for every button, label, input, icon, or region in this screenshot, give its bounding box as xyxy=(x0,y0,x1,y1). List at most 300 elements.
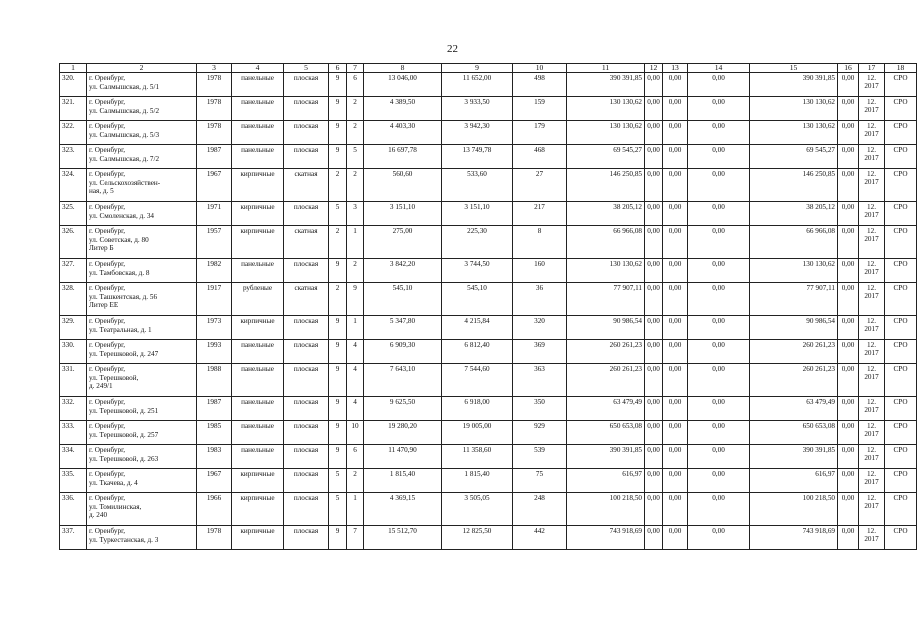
row-number: 322. xyxy=(60,121,87,145)
total-area-cell: 545,10 xyxy=(364,283,442,316)
column-number-3: 3 xyxy=(197,64,232,73)
cost-local-cell: 0,00 xyxy=(688,73,750,97)
address-line: г. Оренбург, xyxy=(89,98,126,106)
cost-regional-cell: 0,00 xyxy=(663,316,688,340)
cost-other-cell: 0,00 xyxy=(838,469,859,493)
wall-material-cell: панельные xyxy=(232,145,284,169)
cost-federal-cell: 0,00 xyxy=(645,145,663,169)
method-cell: СРО xyxy=(885,340,917,364)
cost-regional-cell: 0,00 xyxy=(663,97,688,121)
cost-local-cell: 0,00 xyxy=(688,493,750,526)
wall-material-cell: рубленые xyxy=(232,283,284,316)
cost-other-cell: 0,00 xyxy=(838,364,859,397)
completion-year: 2017 xyxy=(864,82,879,91)
total-cost-cell: 38 205,12 xyxy=(567,202,645,226)
column-number-5: 5 xyxy=(284,64,329,73)
entrances-cell: 1 xyxy=(347,316,364,340)
cost-local-cell: 0,00 xyxy=(688,202,750,226)
address-line: ул. Ткачева, д. 4 xyxy=(89,478,138,487)
floors-cell: 9 xyxy=(329,397,347,421)
roof-type-cell: плоская xyxy=(284,397,329,421)
cost-other-cell: 0,00 xyxy=(838,259,859,283)
cost-owners-cell: 130 130,62 xyxy=(750,259,838,283)
total-area-cell: 3 842,20 xyxy=(364,259,442,283)
cost-regional-cell: 0,00 xyxy=(663,121,688,145)
cost-other-cell: 0,00 xyxy=(838,169,859,202)
table-row xyxy=(60,340,917,364)
cost-other-cell: 0,00 xyxy=(838,202,859,226)
table-row xyxy=(60,316,917,340)
address-line: ул. Терешковой, д. 263 xyxy=(89,454,159,463)
floors-cell: 2 xyxy=(329,169,347,202)
cost-regional-cell: 0,00 xyxy=(663,202,688,226)
cost-local-cell: 0,00 xyxy=(688,226,750,259)
address-line: ул. Туркестанская, д. 3 xyxy=(89,535,159,544)
cost-owners-cell: 130 130,62 xyxy=(750,121,838,145)
completion-year: 2017 xyxy=(864,478,879,487)
cost-federal-cell: 0,00 xyxy=(645,340,663,364)
build-year-cell: 1983 xyxy=(197,445,232,469)
roof-type-cell: плоская xyxy=(284,73,329,97)
cost-federal-cell: 0,00 xyxy=(645,421,663,445)
residents-cell: 369 xyxy=(513,340,567,364)
wall-material-cell: панельные xyxy=(232,364,284,397)
roof-type-cell: скатная xyxy=(284,226,329,259)
cost-owners-cell: 260 261,23 xyxy=(750,364,838,397)
method-cell: СРО xyxy=(885,169,917,202)
entrances-cell: 10 xyxy=(347,421,364,445)
completion-date-cell xyxy=(859,364,885,397)
address-line: ул. Смоленская, д. 34 xyxy=(89,211,155,220)
total-cost-cell: 130 130,62 xyxy=(567,121,645,145)
wall-material-cell: кирпичные xyxy=(232,493,284,526)
method-cell: СРО xyxy=(885,364,917,397)
row-number: 335. xyxy=(60,469,87,493)
cost-owners-cell: 63 479,49 xyxy=(750,397,838,421)
address-cell xyxy=(87,73,197,97)
living-area-cell: 12 825,50 xyxy=(442,526,513,550)
cost-regional-cell: 0,00 xyxy=(663,526,688,550)
cost-federal-cell: 0,00 xyxy=(645,226,663,259)
address-cell xyxy=(87,445,197,469)
completion-year: 2017 xyxy=(864,406,879,415)
cost-owners-cell: 260 261,23 xyxy=(750,340,838,364)
completion-date-cell xyxy=(859,73,885,97)
address-cell xyxy=(87,364,197,397)
method-cell: СРО xyxy=(885,493,917,526)
entrances-cell: 4 xyxy=(347,397,364,421)
total-area-cell: 16 697,78 xyxy=(364,145,442,169)
residents-cell: 160 xyxy=(513,259,567,283)
cost-other-cell: 0,00 xyxy=(838,445,859,469)
address-line: ул. Терешковой, xyxy=(89,373,139,382)
floors-cell: 9 xyxy=(329,145,347,169)
build-year-cell: 1973 xyxy=(197,316,232,340)
column-number-14: 14 xyxy=(688,64,750,73)
cost-local-cell: 0,00 xyxy=(688,421,750,445)
address-line: ул. Терешковой, д. 247 xyxy=(89,349,159,358)
completion-year: 2017 xyxy=(864,130,879,139)
total-area-cell: 6 909,30 xyxy=(364,340,442,364)
cost-local-cell: 0,00 xyxy=(688,364,750,397)
table-row xyxy=(60,202,917,226)
total-area-cell: 9 625,50 xyxy=(364,397,442,421)
floors-cell: 9 xyxy=(329,316,347,340)
cost-local-cell: 0,00 xyxy=(688,445,750,469)
completion-date-cell xyxy=(859,469,885,493)
completion-month: 12. xyxy=(867,260,876,268)
cost-other-cell: 0,00 xyxy=(838,421,859,445)
wall-material-cell: панельные xyxy=(232,97,284,121)
cost-other-cell: 0,00 xyxy=(838,283,859,316)
residents-cell: 36 xyxy=(513,283,567,316)
roof-type-cell: плоская xyxy=(284,121,329,145)
cost-other-cell: 0,00 xyxy=(838,121,859,145)
build-year-cell: 1978 xyxy=(197,73,232,97)
table-row xyxy=(60,421,917,445)
cost-federal-cell: 0,00 xyxy=(645,121,663,145)
address-cell xyxy=(87,97,197,121)
completion-date-cell xyxy=(859,202,885,226)
cost-owners-cell: 616,97 xyxy=(750,469,838,493)
roof-type-cell: плоская xyxy=(284,421,329,445)
floors-cell: 9 xyxy=(329,364,347,397)
row-number: 321. xyxy=(60,97,87,121)
total-cost-cell: 390 391,85 xyxy=(567,445,645,469)
build-year-cell: 1966 xyxy=(197,493,232,526)
completion-month: 12. xyxy=(867,470,876,478)
table-body xyxy=(60,73,917,550)
table-row xyxy=(60,97,917,121)
method-cell: СРО xyxy=(885,145,917,169)
completion-year: 2017 xyxy=(864,211,879,220)
address-line: г. Оренбург, xyxy=(89,527,126,535)
floors-cell: 9 xyxy=(329,526,347,550)
floors-cell: 9 xyxy=(329,73,347,97)
address-cell xyxy=(87,169,197,202)
completion-date-cell xyxy=(859,340,885,364)
method-cell: СРО xyxy=(885,421,917,445)
table-row xyxy=(60,169,917,202)
column-number-9: 9 xyxy=(442,64,513,73)
build-year-cell: 1988 xyxy=(197,364,232,397)
address-line: г. Оренбург, xyxy=(89,494,126,502)
completion-year: 2017 xyxy=(864,292,879,301)
cost-local-cell: 0,00 xyxy=(688,283,750,316)
total-area-cell: 13 046,00 xyxy=(364,73,442,97)
residents-cell: 27 xyxy=(513,169,567,202)
build-year-cell: 1971 xyxy=(197,202,232,226)
row-number: 327. xyxy=(60,259,87,283)
column-number-6: 6 xyxy=(329,64,347,73)
cost-federal-cell: 0,00 xyxy=(645,259,663,283)
build-year-cell: 1967 xyxy=(197,169,232,202)
method-cell: СРО xyxy=(885,226,917,259)
total-cost-cell: 77 907,11 xyxy=(567,283,645,316)
column-number-10: 10 xyxy=(513,64,567,73)
row-number: 337. xyxy=(60,526,87,550)
total-area-cell: 275,00 xyxy=(364,226,442,259)
total-area-cell: 1 815,40 xyxy=(364,469,442,493)
table-row xyxy=(60,121,917,145)
residents-cell: 320 xyxy=(513,316,567,340)
wall-material-cell: панельные xyxy=(232,445,284,469)
completion-month: 12. xyxy=(867,494,876,502)
table-row xyxy=(60,73,917,97)
address-line: г. Оренбург, xyxy=(89,365,126,373)
total-area-cell: 4 369,15 xyxy=(364,493,442,526)
address-cell xyxy=(87,121,197,145)
wall-material-cell: кирпичные xyxy=(232,316,284,340)
cost-regional-cell: 0,00 xyxy=(663,259,688,283)
build-year-cell: 1978 xyxy=(197,121,232,145)
column-number-1: 1 xyxy=(60,64,87,73)
address-line: г. Оренбург, xyxy=(89,146,126,154)
cost-regional-cell: 0,00 xyxy=(663,169,688,202)
cost-regional-cell: 0,00 xyxy=(663,364,688,397)
cost-federal-cell: 0,00 xyxy=(645,73,663,97)
entrances-cell: 9 xyxy=(347,283,364,316)
cost-local-cell: 0,00 xyxy=(688,259,750,283)
living-area-cell: 3 744,50 xyxy=(442,259,513,283)
living-area-cell: 3 933,50 xyxy=(442,97,513,121)
completion-month: 12. xyxy=(867,398,876,406)
residents-cell: 350 xyxy=(513,397,567,421)
total-cost-cell: 616,97 xyxy=(567,469,645,493)
residents-cell: 929 xyxy=(513,421,567,445)
roof-type-cell: плоская xyxy=(284,364,329,397)
entrances-cell: 2 xyxy=(347,469,364,493)
build-year-cell: 1987 xyxy=(197,397,232,421)
entrances-cell: 3 xyxy=(347,202,364,226)
cost-regional-cell: 0,00 xyxy=(663,340,688,364)
cost-other-cell: 0,00 xyxy=(838,526,859,550)
row-number: 332. xyxy=(60,397,87,421)
address-line: ул. Салмышская, д. 5/3 xyxy=(89,130,160,139)
living-area-cell: 1 815,40 xyxy=(442,469,513,493)
residents-cell: 159 xyxy=(513,97,567,121)
cost-owners-cell: 69 545,27 xyxy=(750,145,838,169)
address-line: ул. Театральная, д. 1 xyxy=(89,325,152,334)
total-cost-cell: 743 918,69 xyxy=(567,526,645,550)
completion-month: 12. xyxy=(867,203,876,211)
address-line: ул. Терешковой, д. 257 xyxy=(89,430,159,439)
cost-regional-cell: 0,00 xyxy=(663,226,688,259)
address-cell xyxy=(87,493,197,526)
cost-federal-cell: 0,00 xyxy=(645,397,663,421)
residents-cell: 75 xyxy=(513,469,567,493)
completion-date-cell xyxy=(859,121,885,145)
living-area-cell: 533,60 xyxy=(442,169,513,202)
address-cell xyxy=(87,340,197,364)
completion-year: 2017 xyxy=(864,373,879,382)
residents-cell: 498 xyxy=(513,73,567,97)
cost-owners-cell: 390 391,85 xyxy=(750,73,838,97)
cost-owners-cell: 146 250,85 xyxy=(750,169,838,202)
address-line: ул. Ташкентская, д. 56 xyxy=(89,292,158,301)
entrances-cell: 4 xyxy=(347,364,364,397)
residents-cell: 442 xyxy=(513,526,567,550)
address-line: ул. Салмышская, д. 5/1 xyxy=(89,82,160,91)
wall-material-cell: панельные xyxy=(232,259,284,283)
address-line: ная, д. 5 xyxy=(89,187,114,196)
completion-month: 12. xyxy=(867,341,876,349)
table-row xyxy=(60,145,917,169)
total-area-cell: 15 512,70 xyxy=(364,526,442,550)
table-row xyxy=(60,526,917,550)
total-cost-cell: 63 479,49 xyxy=(567,397,645,421)
build-year-cell: 1985 xyxy=(197,421,232,445)
method-cell: СРО xyxy=(885,97,917,121)
cost-owners-cell: 100 218,50 xyxy=(750,493,838,526)
wall-material-cell: кирпичные xyxy=(232,526,284,550)
cost-federal-cell: 0,00 xyxy=(645,316,663,340)
roof-type-cell: плоская xyxy=(284,259,329,283)
completion-date-cell xyxy=(859,316,885,340)
total-cost-cell: 650 653,08 xyxy=(567,421,645,445)
cost-federal-cell: 0,00 xyxy=(645,169,663,202)
address-line: д. 240 xyxy=(89,511,108,520)
completion-month: 12. xyxy=(867,527,876,535)
floors-cell: 9 xyxy=(329,445,347,469)
total-area-cell: 560,60 xyxy=(364,169,442,202)
completion-year: 2017 xyxy=(864,454,879,463)
cost-regional-cell: 0,00 xyxy=(663,397,688,421)
address-line: ул. Тамбовская, д. 8 xyxy=(89,268,150,277)
roof-type-cell: скатная xyxy=(284,283,329,316)
table-row xyxy=(60,493,917,526)
row-number: 331. xyxy=(60,364,87,397)
address-cell xyxy=(87,469,197,493)
table-row xyxy=(60,469,917,493)
residents-cell: 217 xyxy=(513,202,567,226)
build-year-cell: 1917 xyxy=(197,283,232,316)
address-line: г. Оренбург, xyxy=(89,227,126,235)
cost-regional-cell: 0,00 xyxy=(663,421,688,445)
living-area-cell: 225,30 xyxy=(442,226,513,259)
cost-other-cell: 0,00 xyxy=(838,316,859,340)
build-year-cell: 1978 xyxy=(197,526,232,550)
floors-cell: 5 xyxy=(329,493,347,526)
method-cell: СРО xyxy=(885,526,917,550)
entrances-cell: 2 xyxy=(347,97,364,121)
row-number: 323. xyxy=(60,145,87,169)
completion-year: 2017 xyxy=(864,178,879,187)
address-cell xyxy=(87,145,197,169)
table-row xyxy=(60,259,917,283)
cost-federal-cell: 0,00 xyxy=(645,364,663,397)
total-cost-cell: 390 391,85 xyxy=(567,73,645,97)
living-area-cell: 19 005,00 xyxy=(442,421,513,445)
total-cost-cell: 90 986,54 xyxy=(567,316,645,340)
completion-month: 12. xyxy=(867,98,876,106)
row-number: 330. xyxy=(60,340,87,364)
address-line: г. Оренбург, xyxy=(89,122,126,130)
row-number: 334. xyxy=(60,445,87,469)
column-number-7: 7 xyxy=(347,64,364,73)
roof-type-cell: скатная xyxy=(284,169,329,202)
column-number-row xyxy=(60,64,917,73)
roof-type-cell: плоская xyxy=(284,340,329,364)
address-line: Литер Б xyxy=(89,244,114,253)
completion-date-cell xyxy=(859,259,885,283)
cost-owners-cell: 90 986,54 xyxy=(750,316,838,340)
floors-cell: 2 xyxy=(329,283,347,316)
total-cost-cell: 146 250,85 xyxy=(567,169,645,202)
completion-year: 2017 xyxy=(864,106,879,115)
address-cell xyxy=(87,202,197,226)
method-cell: СРО xyxy=(885,73,917,97)
table-row xyxy=(60,364,917,397)
cost-federal-cell: 0,00 xyxy=(645,445,663,469)
column-number-15: 15 xyxy=(750,64,838,73)
completion-year: 2017 xyxy=(864,154,879,163)
cost-other-cell: 0,00 xyxy=(838,340,859,364)
residents-cell: 363 xyxy=(513,364,567,397)
completion-month: 12. xyxy=(867,227,876,235)
method-cell: СРО xyxy=(885,202,917,226)
entrances-cell: 7 xyxy=(347,526,364,550)
floors-cell: 5 xyxy=(329,469,347,493)
wall-material-cell: кирпичные xyxy=(232,469,284,493)
page-number: 22 xyxy=(447,43,458,55)
completion-date-cell xyxy=(859,526,885,550)
living-area-cell: 7 544,60 xyxy=(442,364,513,397)
residents-cell: 468 xyxy=(513,145,567,169)
cost-owners-cell: 66 966,08 xyxy=(750,226,838,259)
address-line: ул. Салмышская, д. 7/2 xyxy=(89,154,160,163)
row-number: 333. xyxy=(60,421,87,445)
address-line: Литер ЕЕ xyxy=(89,301,119,310)
table-row xyxy=(60,445,917,469)
cost-local-cell: 0,00 xyxy=(688,169,750,202)
column-number-16: 16 xyxy=(838,64,859,73)
build-year-cell: 1993 xyxy=(197,340,232,364)
completion-year: 2017 xyxy=(864,325,879,334)
column-number-18: 18 xyxy=(885,64,917,73)
entrances-cell: 2 xyxy=(347,121,364,145)
address-line: ул. Терешковой, д. 251 xyxy=(89,406,159,415)
address-line: г. Оренбург, xyxy=(89,284,126,292)
method-cell: СРО xyxy=(885,397,917,421)
cost-owners-cell: 743 918,69 xyxy=(750,526,838,550)
living-area-cell: 13 749,78 xyxy=(442,145,513,169)
cost-owners-cell: 77 907,11 xyxy=(750,283,838,316)
build-year-cell: 1987 xyxy=(197,145,232,169)
entrances-cell: 1 xyxy=(347,226,364,259)
address-line: г. Оренбург, xyxy=(89,170,126,178)
cost-regional-cell: 0,00 xyxy=(663,493,688,526)
column-number-17: 17 xyxy=(859,64,885,73)
cost-other-cell: 0,00 xyxy=(838,226,859,259)
floors-cell: 2 xyxy=(329,226,347,259)
total-area-cell: 3 151,10 xyxy=(364,202,442,226)
completion-month: 12. xyxy=(867,146,876,154)
row-number: 328. xyxy=(60,283,87,316)
build-year-cell: 1978 xyxy=(197,97,232,121)
build-year-cell: 1957 xyxy=(197,226,232,259)
address-line: ул. Сельскохозяйствен- xyxy=(89,178,161,187)
living-area-cell: 3 151,10 xyxy=(442,202,513,226)
completion-date-cell xyxy=(859,145,885,169)
housing-registry-table xyxy=(59,63,917,550)
total-area-cell: 5 347,80 xyxy=(364,316,442,340)
address-line: г. Оренбург, xyxy=(89,398,126,406)
total-cost-cell: 100 218,50 xyxy=(567,493,645,526)
total-cost-cell: 260 261,23 xyxy=(567,340,645,364)
row-number: 326. xyxy=(60,226,87,259)
cost-federal-cell: 0,00 xyxy=(645,526,663,550)
